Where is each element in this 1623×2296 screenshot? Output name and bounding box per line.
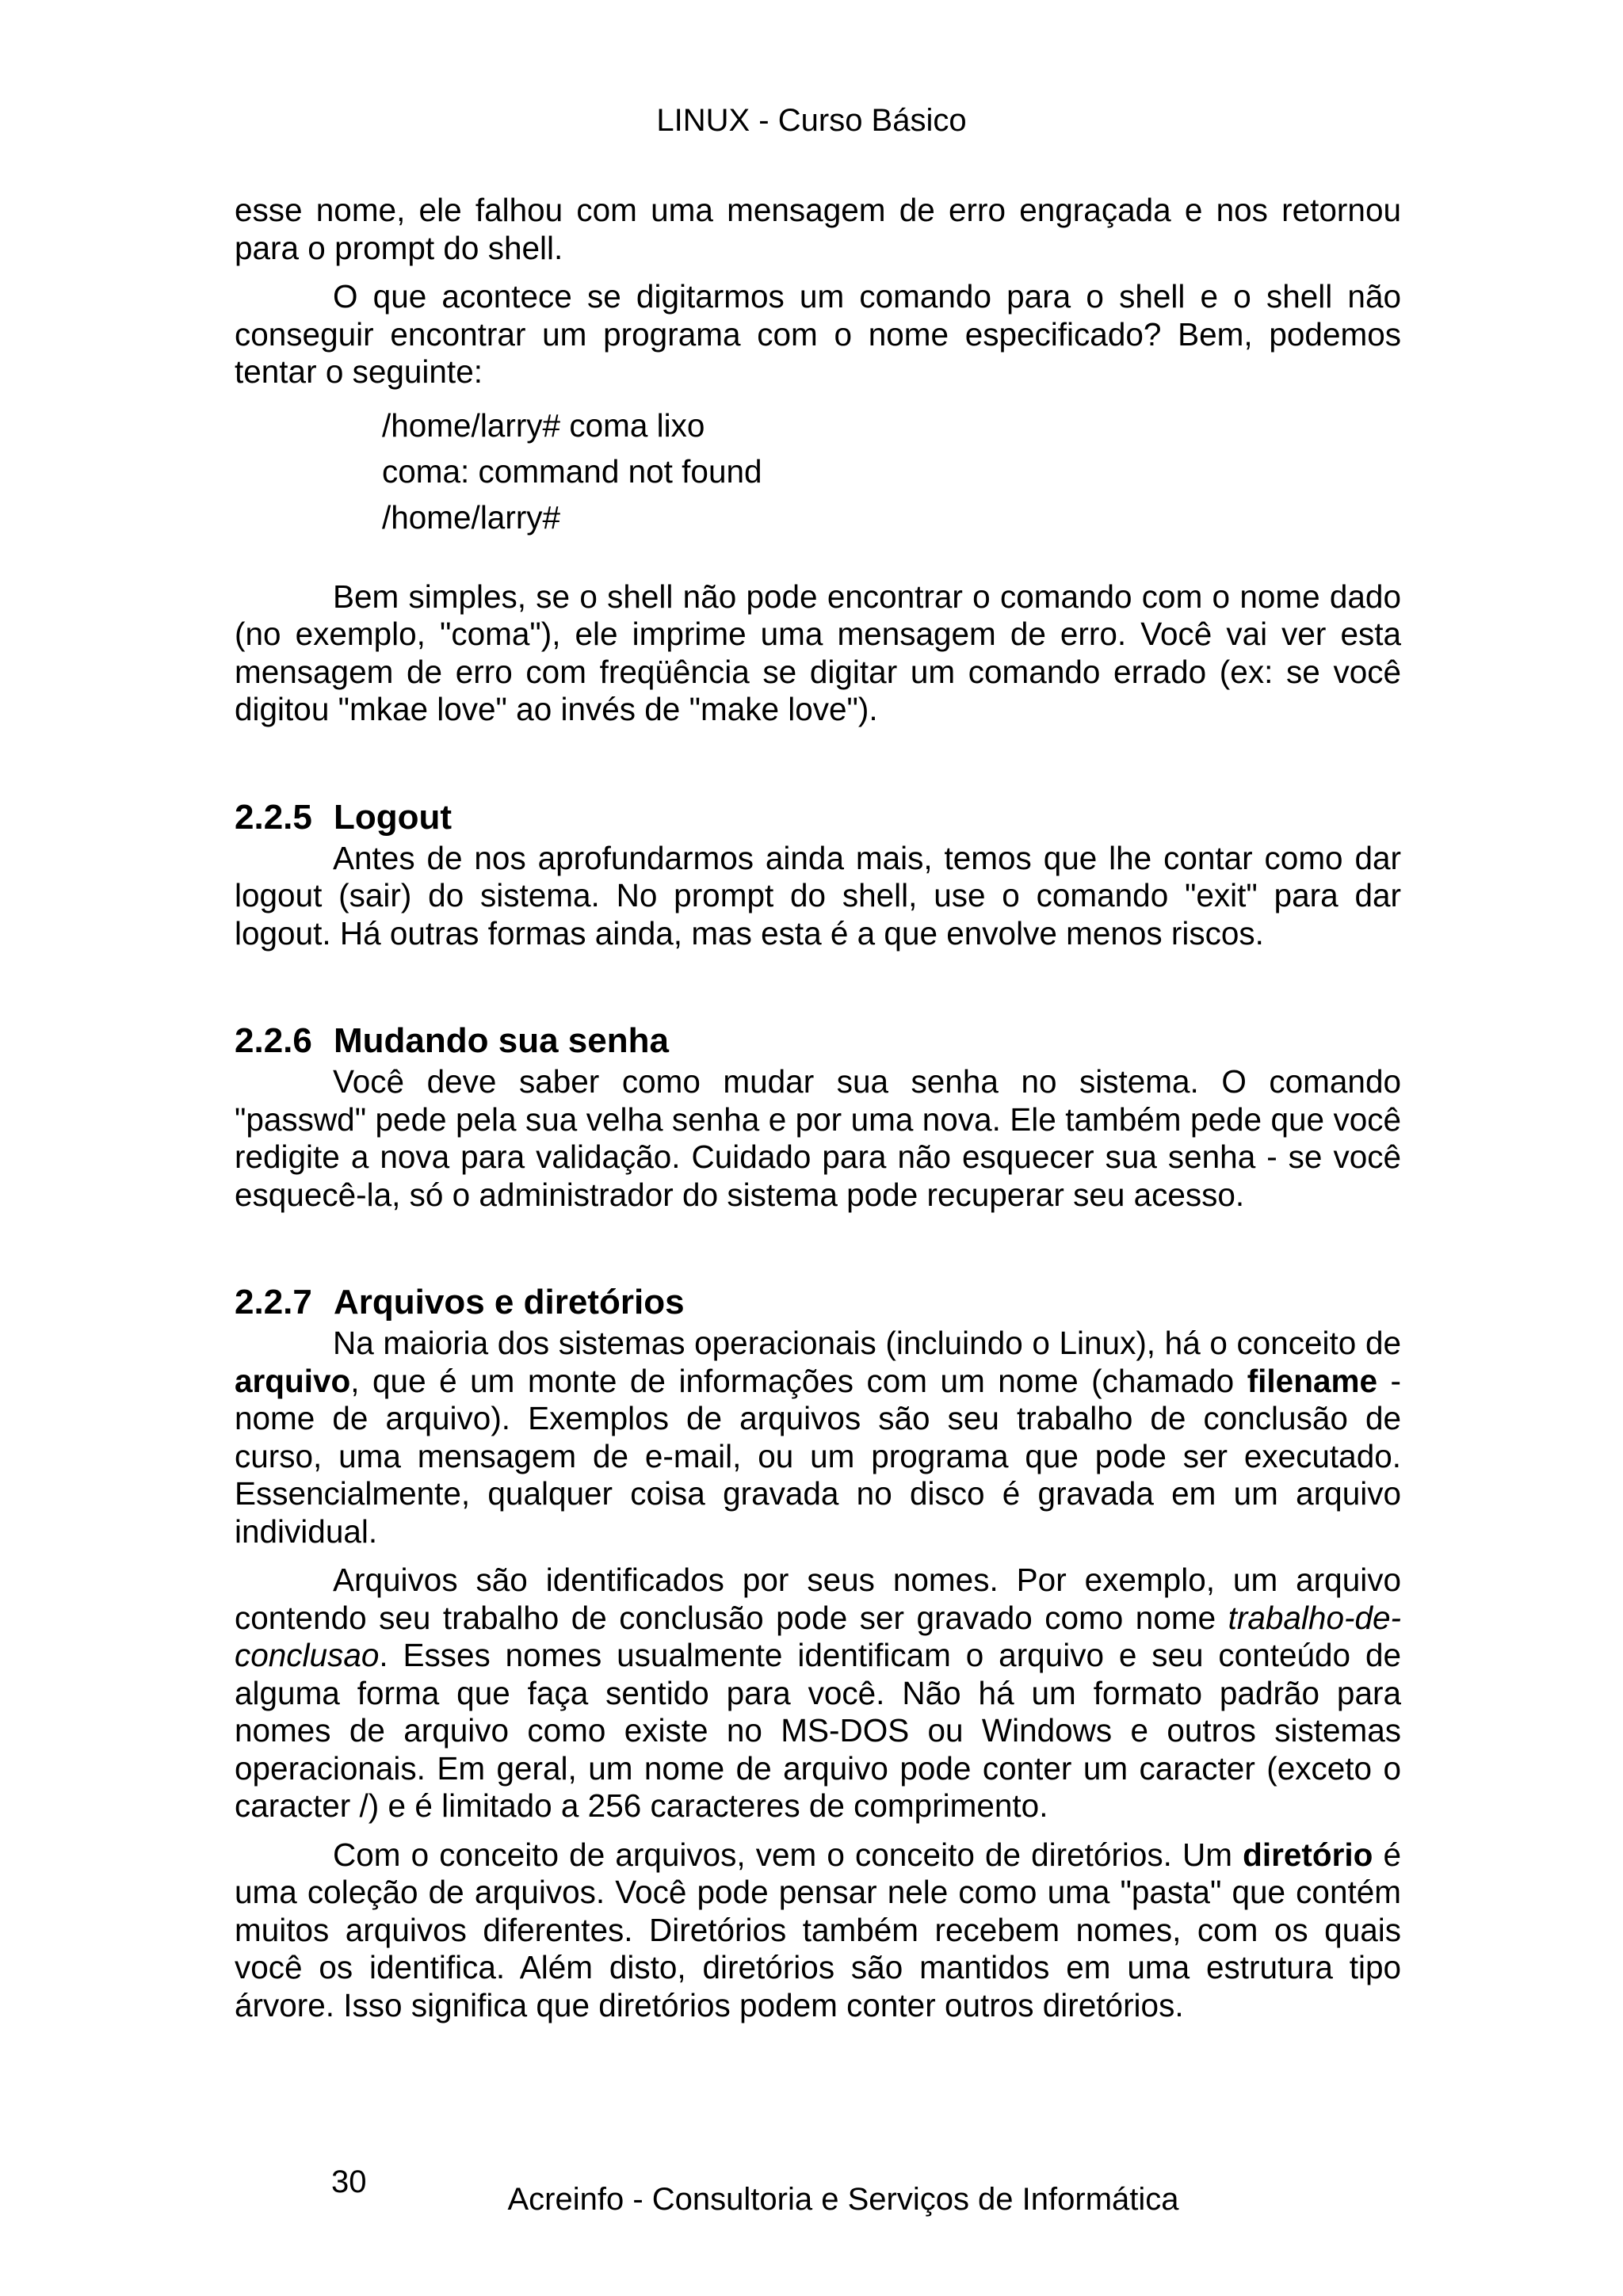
running-header: LINUX - Curso Básico [656, 103, 967, 138]
files-paragraph-1: Na maioria dos sistemas operacionais (incluindo o Linux), há o conceito de arquivo, que é um monte de informações com um nome (chamado filename - nome de arquivo). Exemplos de arquivos são seu trabalho de conclusão de curso, uma mensagem de e-mail, ou um programa que pode ser executado. Essencialmente, qualquer coisa gravada no disco é gravada em um arquivo individual. [235, 1325, 1401, 1550]
logout-paragraph: Antes de nos aprofundarmos ainda mais, temos que lhe contar como dar logout (sair) do sistema. No prompt do shell, use o comando "exit" para dar logout. Há outras formas ainda, mas esta é a que envolve menos riscos. [235, 839, 1401, 952]
section-title: Mudando sua senha [334, 1021, 669, 1060]
example-filename: trabalho-de-conclusao [235, 1599, 1401, 1673]
shell-example [382, 402, 1401, 540]
shell-line-1: /home/larry# coma lixo [382, 406, 705, 444]
section-number: 2.2.7 [235, 1283, 312, 1322]
section-title: Arquivos e diretórios [334, 1283, 685, 1322]
section-title: Logout [334, 797, 453, 837]
section-heading-logout [235, 795, 1401, 840]
section-number: 2.2.6 [235, 1021, 312, 1060]
intro-paragraph-3: Bem simples, se o shell não pode encontrar o comando com o nome dado (no exemplo, "coma"), ele imprime uma mensagem de erro. Você vai ver esta mensagem de erro com freqüência se digitar um comando errado (ex: se você digitou "mkae love" ao invés de "make love"). [235, 578, 1401, 727]
term-arquivo: arquivo [235, 1362, 351, 1399]
files-paragraph-3: Com o conceito de arquivos, vem o conceito de diretórios. Um diretório é uma coleção de arquivos. Você pode pensar nele como uma "pasta" que contém muitos arquivos diferentes. Diretórios também recebem nomes, com os quais você os identifica. Além disto, diretórios são mantidos em uma estrutura tipo árvore. Isso significa que diretórios podem conter outros diretórios. [235, 1836, 1401, 2023]
intro-paragraph-1: esse nome, ele falhou com uma mensagem de erro engraçada e nos retornou para o prompt do shell. [235, 192, 1401, 266]
term-filename: filename [1247, 1362, 1378, 1399]
password-paragraph: Você deve saber como mudar sua senha no sistema. O comando "passwd" pede pela sua velha senha e por uma nova. Ele também pede que você redigite a nova para validação. Cuidado para não esquecer sua senha - se você esquecê-la, só o administrador do sistema pode recuperar seu acesso. [235, 1063, 1401, 1213]
term-diretorio: diretório [1243, 1836, 1373, 1873]
shell-line-2: coma: command not found [382, 452, 762, 490]
section-number: 2.2.5 [235, 797, 312, 837]
page-number: 30 [331, 2164, 367, 2199]
intro-paragraph-2: O que acontece se digitarmos um comando para o shell e o shell não conseguir encontrar um programa com o nome especificado? Bem, podemos tentar o seguinte: [235, 278, 1401, 390]
page-body [235, 192, 1401, 2024]
section-heading-password [235, 1019, 1401, 1063]
running-footer: Acreinfo - Consultoria e Serviços de Informática [507, 2182, 1179, 2217]
section-heading-files [235, 1280, 1401, 1325]
files-paragraph-2: Arquivos são identificados por seus nomes. Por exemplo, um arquivo contendo seu trabalho de conclusão pode ser gravado como nome trabalho-de-conclusao. Esses nomes usualmente identificam o arquivo e seu conteúdo de alguma forma que faça sentido para você. Não há um formato padrão para nomes de arquivo como existe no MS-DOS ou Windows e outros sistemas operacionais. Em geral, um nome de arquivo pode conter um caracter (exceto o caracter /) e é limitado a 256 caracteres de comprimento. [235, 1562, 1401, 1824]
shell-line-3: /home/larry# [382, 498, 561, 536]
